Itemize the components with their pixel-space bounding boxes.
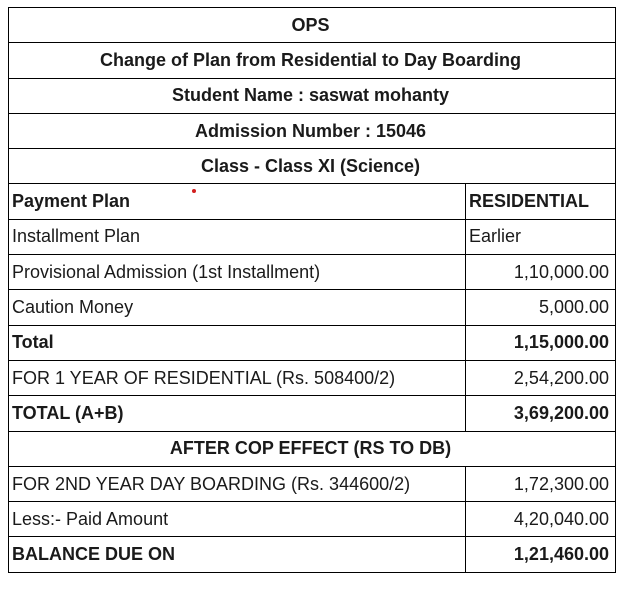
row-value: Earlier: [466, 219, 616, 254]
org-row: [9, 8, 616, 43]
table-row: [9, 466, 616, 501]
row-label: Less:- Paid Amount: [9, 502, 466, 537]
table-row: [9, 502, 616, 537]
row-value: 4,20,040.00: [466, 502, 616, 537]
total-ab-row: [9, 396, 616, 431]
row-value: 1,72,300.00: [466, 466, 616, 501]
table-row: [9, 219, 616, 254]
class-row: [9, 149, 616, 184]
document-title: Change of Plan from Residential to Day Boarding: [9, 43, 616, 78]
title-row: [9, 43, 616, 78]
student-name: Student Name : saswat mohanty: [9, 78, 616, 113]
total-value: 1,15,000.00: [466, 325, 616, 360]
row-label: Caution Money: [9, 290, 466, 325]
total-label: Total: [9, 325, 466, 360]
admission-row: [9, 113, 616, 148]
row-label: Installment Plan: [9, 219, 466, 254]
table-row: [9, 255, 616, 290]
residential-header: RESIDENTIAL: [466, 184, 616, 219]
section-header-row: [9, 431, 616, 466]
table-row: [9, 360, 616, 395]
column-header-row: [9, 184, 616, 219]
student-name-row: [9, 78, 616, 113]
class-info: Class - Class XI (Science): [9, 149, 616, 184]
org-name: OPS: [9, 8, 616, 43]
balance-row: [9, 537, 616, 572]
row-label: FOR 1 YEAR OF RESIDENTIAL (Rs. 508400/2): [9, 360, 466, 395]
total-ab-label: TOTAL (A+B): [9, 396, 466, 431]
cursor-marker: [192, 189, 196, 193]
total-row: [9, 325, 616, 360]
row-label: FOR 2ND YEAR DAY BOARDING (Rs. 344600/2): [9, 466, 466, 501]
row-value: 5,000.00: [466, 290, 616, 325]
admission-number: Admission Number : 15046: [9, 113, 616, 148]
row-value: 1,10,000.00: [466, 255, 616, 290]
section-title: AFTER COP EFFECT (RS TO DB): [9, 431, 616, 466]
balance-value: 1,21,460.00: [466, 537, 616, 572]
total-ab-value: 3,69,200.00: [466, 396, 616, 431]
balance-label: BALANCE DUE ON: [9, 537, 466, 572]
row-label: Provisional Admission (1st Installment): [9, 255, 466, 290]
row-value: 2,54,200.00: [466, 360, 616, 395]
fee-statement-table: [8, 7, 616, 573]
payment-plan-header: Payment Plan: [9, 184, 466, 219]
table-row: [9, 290, 616, 325]
